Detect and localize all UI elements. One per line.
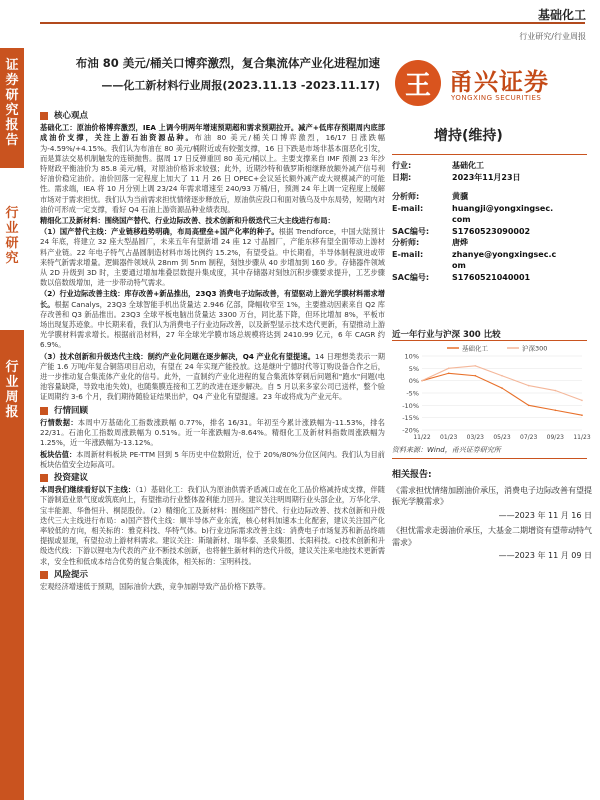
paragraph-text: 14 日理想类表示一期产能 1.6 万吨/年复合铜箔项目启动，有望在 24 年实现产能投放。这是继叶宁德时代等订购设备合作之后，进一步推动复合集流体产业化的信号。此外，一直制约产业化进程的复合集流体穿刺后问题和"跑水"问题(电池容量缺降，导致电池失效)，也随集膜连接和工艺的改进在逐步解决。自 5 月以来多家公司已送样，整个验证周期约 3-6 个月，我们期待随验证结果出炉，Q4 产业化有望提速。23 年或将成为产业元年。 [40,351,385,402]
bold-lead: 本周我们继续看好以下主线： [40,485,136,495]
info-value: 唐烨 [452,238,468,247]
data-point [528,405,530,407]
bold-lead: （3）技术创新和升级迭代主线：制约产业化问题在逐步解决，Q4 产业化有望提速。 [40,351,316,361]
series-line-industry [422,373,582,415]
info-label: SAC编号: [392,272,430,282]
data-point [555,390,557,392]
chart-source: 资料来源：Wind，甬兴证券研究所 [392,446,501,454]
sidebar-char: 行 [5,360,19,375]
x-tick-label: 11/23 [573,434,591,441]
related-report-date: ——2023 年 11 月 09 日 [498,551,592,560]
section-heading-text: 核心观点 [54,111,89,121]
data-point [528,385,530,387]
info-label: 分析师: [392,238,420,247]
chart-title: 近一年行业与沪深 300 比较 [392,330,501,340]
paragraph [40,485,385,567]
x-tick-label: 01/23 [440,434,458,441]
page-header [519,6,586,42]
title-line-2: ——化工新材料行业周报(2023.11.13 -2023.11.17) [101,79,380,92]
sidebar-char: 券 [5,73,19,88]
paragraph [40,227,385,288]
legend-label: 基础化工 [462,344,488,353]
related-report-date: ——2023 年 11 月 16 日 [498,510,592,520]
info-value: 2023年11月23日 [452,172,521,182]
paragraph [40,216,385,226]
info-row [392,191,592,203]
square-bullet-icon [40,474,48,482]
paragraph [40,289,385,350]
title-line-1: 布油 80 美元/桶关口博弈激烈，复合集流体产业化进程加速 [75,56,380,70]
sidebar-char: 行 [5,206,19,221]
section-heading-risk [40,570,385,580]
x-tick-label: 07/23 [520,434,538,441]
paragraph [40,450,385,470]
info-label: 行业: [392,161,412,170]
paragraph-text: （1）基础化工：我们认为原油供需矛盾减口或在化工品价格减持成支撑，伴随下游制造业景气度或筑底向上，有望推动行业整体盈利能力回升。建议关注明周期行业头部企业，万华化学、宝丰能源、华鲁恒升、桐昆股份。（2）精细化工及新材料：围绕国产替代、行业边际改善、技术创新和升级迭代三大主线进行布局：a)国产替代主线：顺半导体产业东流，核心材料加速本土化配套，建议关注国产化率较低的方向，相关标的：雅克科技、华特气体。b)行业边际需求改善主线：消费电子市场复苏和新品终端提振或显现，有望拉动上游材料需求。建议关注：斯瑞新材、瑞华泰、圣泉集团、长阳科技。c)技术创新和升级迭代线：下游以锂电为代表的产业不断技术创新，也将催生新材料的迭代升级，建议关注来电池技术更新需求，安全性和低成本结合优势的复合集流体，相关标的：宝明科技。 [40,485,386,566]
info-label: E-mail: [392,203,424,213]
y-tick-label: 0% [408,377,419,386]
info-label: 分析师: [392,192,420,201]
y-tick-label: 10% [404,352,419,361]
info-row [392,172,592,184]
sidebar-strip-weekly [0,330,24,800]
bold-lead: （1）国产替代主线：产业链移趋势明确，布局高壁垒+国产化率的种子。 [40,227,279,237]
header-rule [40,22,585,24]
info-row [392,160,592,172]
sidebar-strip-research [0,48,24,168]
bold-lead: 基础化工：原油价格博弈激烈，IEA 上调今明两年增速预期超和需求预期拉开。减产+低库存预期周内底部成油价支撑，关注上游石油资源品种。 [40,123,385,143]
legend-label: 沪深300 [522,344,548,353]
logo-english-name: YONGXING SECURITIES [451,94,542,102]
data-point [421,380,423,382]
email-link[interactable]: huangji@yongxingsec. [452,203,554,213]
info-value: S1760523090002 [452,226,531,236]
section-heading-text: 投资建议 [54,472,89,483]
section-heading-investment-advice [40,473,385,483]
section-heading-core-views [40,111,385,121]
sidebar-strip-industry [0,200,24,266]
info-row [392,260,592,272]
data-point [475,375,477,377]
sidebar-char: 告 [5,133,19,148]
x-tick-label: 03/23 [466,434,484,441]
data-point [448,372,450,374]
y-tick-label: -15% [402,414,419,423]
square-bullet-icon [40,407,48,415]
email-link[interactable]: com [452,215,471,224]
section-heading-text: 风险提示 [54,569,89,580]
report-title [40,55,380,93]
paragraph [40,582,385,592]
x-tick-label: 09/23 [546,434,564,441]
square-bullet-icon [40,571,48,579]
divider [392,340,587,341]
divider [392,154,587,155]
info-value: S1760521040001 [452,272,531,282]
main-content [40,108,385,593]
related-reports [392,470,592,566]
data-point [555,409,557,411]
paragraph-text: 宏观经济增速低于预期，国际油价大跌，竞争加剧导致产品价格下跌等。 [40,581,271,591]
sidebar-char: 研 [5,88,19,103]
header-industry: 基础化工 [537,8,586,22]
sidebar-char: 周 [5,390,19,405]
sidebar [0,30,24,800]
bold-lead: 板块估值： [40,449,77,459]
sidebar-char: 证 [5,58,19,73]
data-point [581,414,583,416]
paragraph-text: 本周新材料板块 PE-TTM 回到 5 年历史中位数附近，位于 20%/80%分位区间内。我们认为目前板块估值安全边际高可。 [40,449,385,469]
section-heading-market-review [40,406,385,416]
sidebar-char: 研 [5,236,19,251]
logo-name: 甬兴证券 [449,68,549,96]
paragraph [40,123,385,215]
y-tick-label: -10% [402,401,419,410]
info-row [392,272,592,284]
paragraph-text: 布油 80 美元/桶关口博弈激烈，16/17 日涨跌幅为-4.59%/+4.15%。我们认为布油在 80 美元/桶附近或有较强支撑，16 日下跌是市场非基本面恶化引发，而是算法交易机制触发的连锁抛售。据周 17 日反弹重回 80 美元/桶以上。主要支撑来自 IMF 预测 23 年沙特财政平衡油价为 85.8 美元/桶，对原油价格诉求较强；此外，近期沙特和俄罗斯相继释放额外减产信号利好油价稳定油价。油价回落一定程度上加大了 11 月 26 日 OPEC+会议延长额外减产或大规模减产的可能性。需求端，IEA 将 10 月分别上调 23/24 年需求增速至 240/93 万桶/日，预测 24 年上调一定程度上缓解市场对于需求担忧。我们认为当前需求担忧情绪逐步释放后，原油供应段口和面对俄乌及中东局势，短期内对油价可形成一定支撑，看好 Q4 石油上游资源品种业绩表现。 [40,133,386,214]
info-row [392,237,592,249]
paragraph-text: 根据 Trendforce，中国大陆预计 24 年底，将建立 32 座大型晶圆厂，未来五年有望新增 24 座 12 寸晶圆厂，产能东移有望全面带动上游材料产业链。22 年电子特气占晶圆制造材料市场比例约 15.2%，有望受益。中长期看，半导体制程演进或带来特气新需求增量。逻辑器件领域从 28nm 到 5nm 制程，刻蚀步骤从 40 步增加到 160 步。存储器件领域从 2D 升级到 3D 时，主要通过增加堆叠层数提升集成度，其中存储器对刻蚀沉积步骤要求提升，工艺步骤数以倍数级增加，进一步带动特气需求。 [40,227,385,288]
data-point [581,400,583,402]
y-tick-label: 5% [408,364,419,373]
sidebar-char: 报 [5,118,19,133]
section-heading-text: 行情回顾 [54,405,89,416]
bold-lead: 精细化工及新材料：围绕国产替代、行业边际改善、技术创新和升级迭代三大主线进行布局： [40,216,335,226]
x-tick-label: 11/22 [413,434,431,441]
y-tick-label: -20% [402,426,419,435]
related-report-link[interactable]: 《需求担忧情绪加剧油价承压，消费电子边际改善有望提振光学膜需求》 [392,485,592,506]
y-tick-label: -5% [406,389,419,398]
data-point [501,375,503,377]
info-label: 日期: [392,172,412,182]
x-tick-label: 05/23 [493,434,511,441]
sidebar-char: 究 [5,103,19,118]
rating: 增持(维持) [434,128,503,144]
paragraph-text: 本周中万基础化工指数涨跌幅 0.77%，排名 16/31。年初至今累计涨跌幅为-11.53%，排名 22/31。石油化工指数周涨跌幅为 0.51%。近一年涨跌幅为-8.64%。精细化工及新材料指数周涨跌幅为 1.25%，近一年涨跌幅为-13.12%。 [40,417,385,448]
email-link[interactable]: zhanye@yongxingsec.c [452,249,557,259]
info-value: 基础化工 [452,161,484,170]
data-point [448,368,450,370]
info-row [392,214,592,226]
info-row [392,226,592,238]
square-bullet-icon [40,112,48,120]
paragraph-text: 根据 Canalys，23Q3 全球智能手机出货量达 2.946 亿部，降幅收窄至 1%，主要推动因素来自 Q2 库存改善和 Q3 新品推出。23Q3 全球平板电脑出货量达 3300 万台，同比基下降，但环比增加 8%，平板市场出现复苏迹象。中长期来看，我们认为消费电子行业边际改善，以及新型显示技术迭代更新，有望推动上游光学膜材料需求增长。根据前沿材料，27 年全球光学膜市场总规模将达到 2410.99 亿元，6 年 CAGR 约 6.9%。 [40,299,386,350]
header-report-type: 行业研究/行业周报 [519,32,586,41]
sidebar-char: 业 [5,375,19,390]
series-line-hs300 [422,366,582,401]
logo-mark-icon: 王 [395,60,441,106]
info-row [392,249,592,261]
info-value: 黄骥 [452,192,468,201]
divider [392,458,587,459]
bold-lead: （2）行业边际改善主线：库存改善+新品推出，23Q3 消费电子边际改善，有望驱动上游光学膜材料需求增长。 [40,289,385,309]
company-logo [395,60,595,106]
info-label: SAC编号: [392,226,430,236]
sidebar-char: 报 [5,405,19,420]
report-info [392,160,592,283]
bold-lead: 行情数据： [40,417,78,427]
comparison-chart [392,342,591,442]
email-link[interactable]: om [452,261,466,270]
sidebar-char: 究 [5,251,19,266]
paragraph [40,418,385,449]
info-label: E-mail: [392,249,424,259]
info-row [392,203,592,215]
related-report-link[interactable]: 《担忧需求走弱油价承压，大基金二期增资有望带动特气需求》 [392,526,592,547]
sidebar-char: 业 [5,221,19,236]
data-point [475,365,477,367]
related-heading: 相关报告: [392,470,432,480]
paragraph [40,352,385,403]
data-point [501,387,503,389]
